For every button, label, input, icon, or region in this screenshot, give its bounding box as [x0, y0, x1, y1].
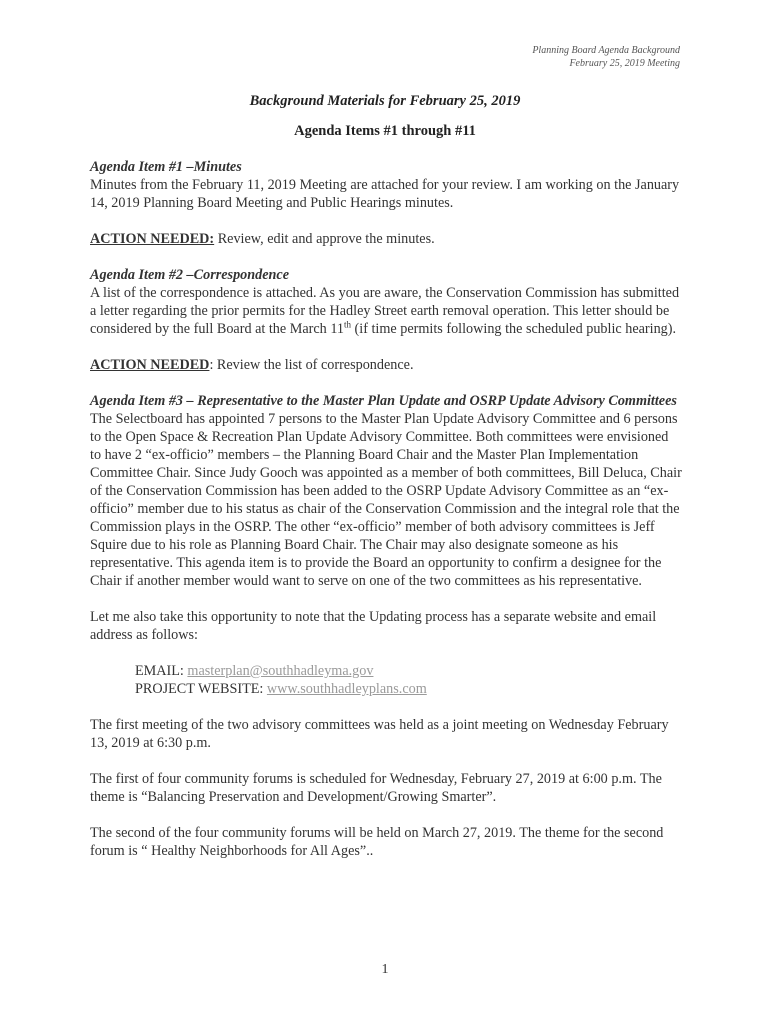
document-body — [90, 158, 682, 860]
item3-text5: The second of the four community forums will be held on March 27, 2019. The theme for the second forum is “ Healthy Neighborhoods for All Ages”.. — [90, 825, 664, 859]
item1-text: Minutes from the February 11, 2019 Meeting are attached for your review. I am working on the January 14, 2019 Planning Board Meeting and Public Hearings minutes. — [90, 177, 680, 211]
item2-text-sup: th — [343, 319, 351, 330]
item3-text2: Let me also take this opportunity to note that the Updating process has a separate website and email address as follows: — [90, 609, 657, 643]
email-link[interactable]: masterplan@southhadleyma.gov — [187, 663, 374, 679]
email-line — [90, 662, 682, 680]
item2-text-a: A list of the correspondence is attached. As you are aware, the Conservation Commission has submitted a letter regarding the prior permits for the Hadley Street earth removal operation. This letter should be considered by the full Board at the March 11 — [90, 285, 680, 337]
item3-heading: Agenda Item #3 – Representative to the Master Plan Update and OSRP Update Advisory Committees — [90, 393, 677, 409]
email-label: EMAIL: — [135, 663, 188, 679]
header-line-2: February 25, 2019 Meeting — [569, 58, 680, 69]
item2-text — [90, 284, 682, 338]
website-link[interactable]: www.southhadleyplans.com — [266, 681, 427, 697]
document-title: Background Materials for February 25, 2019 — [249, 93, 521, 109]
item1-action — [90, 230, 682, 248]
item2-heading: Agenda Item #2 –Correspondence — [90, 267, 290, 283]
page-number: 1 — [381, 962, 389, 977]
item2-action-label: ACTION NEEDED — [90, 357, 210, 373]
item1-action-text: Review, edit and approve the minutes. — [214, 231, 435, 247]
document-subtitle: Agenda Items #1 through #11 — [294, 123, 476, 139]
item3-text4: The first of four community forums is scheduled for Wednesday, February 27, 2019 at 6:00 p.m. The theme is “Balancing Preservation and Development/Growing Smarter”. — [90, 771, 662, 805]
header-line-1: Planning Board Agenda Background — [532, 45, 680, 56]
website-label: PROJECT WEBSITE: — [135, 681, 267, 697]
item2-action — [90, 356, 682, 374]
item3-text: The Selectboard has appointed 7 persons to the Master Plan Update Advisory Committee and 6 persons to the Open Space & Recreation Plan Update Advisory Committee. Both committees were envisioned to have 2 “ex-officio” members – the Planning Board Chair and the Master Plan Implementation Committee Chair. Since Judy Gooch was appointed as a member of both committees, Bill Deluca, Chair of the Conservation Commission has been added to the OSRP Update Advisory Committee as an “ex-officio” member due to his status as chair of the Conservation Commission and the integral role that the Commission plays in the OSRP. The other “ex-officio” member of both advisory committees is Jeff Squire due to his role as Planning Board Chair. The Chair may also designate someone as his representative. This agenda item is to provide the Board an opportunity to confirm a designee for the Chair if another member would want to serve on one of the two committees as his representative. — [90, 411, 682, 589]
item2-text-b: (if time permits following the scheduled public hearing). — [351, 321, 677, 337]
item1-heading: Agenda Item #1 –Minutes — [90, 159, 242, 175]
item1-action-label: ACTION NEEDED: — [90, 231, 215, 247]
item3-text3: The first meeting of the two advisory committees was held as a joint meeting on Wednesday February 13, 2019 at 6:30 p.m. — [90, 717, 669, 751]
running-header — [532, 44, 680, 70]
website-line — [90, 680, 682, 698]
item2-action-text: : Review the list of correspondence. — [209, 357, 414, 373]
